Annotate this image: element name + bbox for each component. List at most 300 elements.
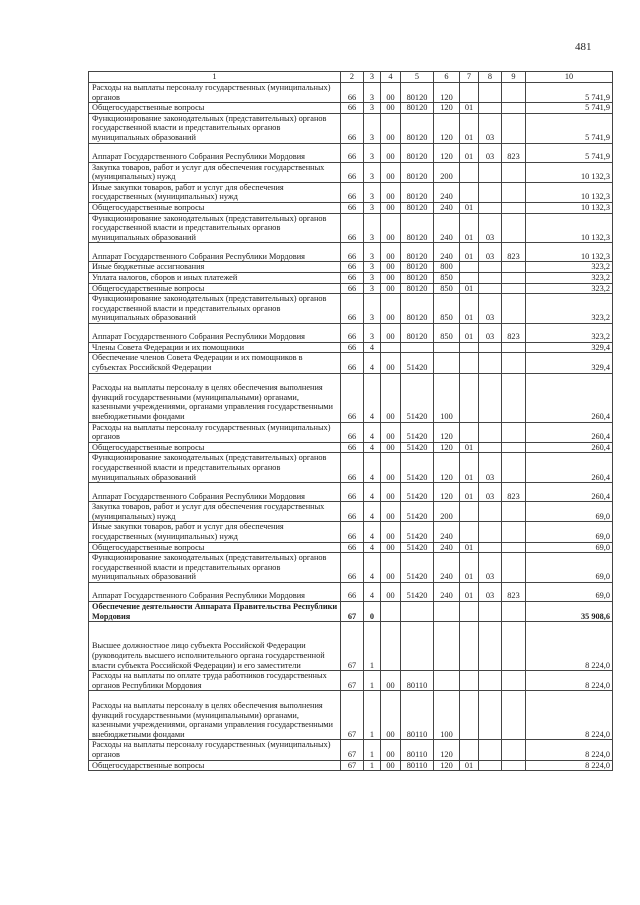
table-row	[89, 422, 613, 442]
cell-code-a: 66	[341, 422, 364, 442]
cell-item-name: Функционирование законодательных (представительных) органов государственной власти и представительных органов муниципальных образований	[89, 453, 341, 483]
cell-subsection	[479, 601, 502, 621]
cell-section	[460, 601, 479, 621]
cell-code-b: 1	[364, 691, 381, 740]
cell-expense-type: 120	[434, 740, 460, 760]
cell-code-b: 3	[364, 323, 381, 342]
cell-code-a: 66	[341, 243, 364, 262]
cell-code-b: 3	[364, 262, 381, 273]
column-header-1: 1	[89, 72, 341, 83]
cell-code-b: 4	[364, 582, 381, 601]
cell-department	[502, 83, 526, 103]
cell-code-c: 00	[381, 113, 401, 143]
cell-code-a: 66	[341, 342, 364, 353]
cell-amount: 323,2	[526, 323, 613, 342]
cell-department	[502, 601, 526, 621]
cell-amount: 323,2	[526, 262, 613, 273]
cell-code-b: 3	[364, 283, 381, 294]
table-row	[89, 202, 613, 213]
cell-code-c: 00	[381, 691, 401, 740]
cell-expense-type	[434, 353, 460, 373]
cell-amount: 69,0	[526, 522, 613, 542]
table-row	[89, 243, 613, 262]
cell-code-a: 66	[341, 113, 364, 143]
cell-expense-type: 240	[434, 542, 460, 553]
cell-section: 01	[460, 323, 479, 342]
cell-expense-type: 100	[434, 691, 460, 740]
cell-department	[502, 671, 526, 691]
table-row	[89, 601, 613, 621]
cell-subsection	[479, 272, 502, 283]
cell-department	[502, 522, 526, 542]
cell-subsection	[479, 760, 502, 771]
cell-department	[502, 113, 526, 143]
cell-department	[502, 373, 526, 422]
cell-amount: 260,4	[526, 422, 613, 442]
cell-item-name: Члены Совета Федерации и их помощники	[89, 342, 341, 353]
cell-department	[502, 272, 526, 283]
cell-expense-type: 850	[434, 283, 460, 294]
cell-code-c	[381, 601, 401, 621]
cell-amount: 329,4	[526, 342, 613, 353]
cell-code-b: 4	[364, 522, 381, 542]
cell-amount: 5 741,9	[526, 103, 613, 114]
cell-code-d: 51420	[401, 502, 434, 522]
cell-item-name: Функционирование законодательных (представительных) органов государственной власти и представительных органов муниципальных образований	[89, 113, 341, 143]
column-header-9: 9	[502, 72, 526, 83]
cell-section: 01	[460, 582, 479, 601]
table-row	[89, 353, 613, 373]
cell-code-b: 3	[364, 243, 381, 262]
cell-amount: 10 132,3	[526, 202, 613, 213]
cell-amount: 8 224,0	[526, 622, 613, 671]
cell-code-d	[401, 601, 434, 621]
cell-amount: 260,4	[526, 373, 613, 422]
cell-department	[502, 422, 526, 442]
cell-department	[502, 162, 526, 182]
cell-code-a: 67	[341, 691, 364, 740]
cell-code-d: 80110	[401, 740, 434, 760]
cell-code-b: 3	[364, 143, 381, 162]
cell-subsection	[479, 542, 502, 553]
cell-code-c: 00	[381, 323, 401, 342]
cell-code-b: 3	[364, 113, 381, 143]
cell-subsection	[479, 83, 502, 103]
cell-expense-type: 240	[434, 553, 460, 583]
cell-section: 01	[460, 113, 479, 143]
table-row	[89, 483, 613, 502]
table-row	[89, 582, 613, 601]
cell-item-name: Расходы на выплаты персоналу государственных (муниципальных) органов	[89, 422, 341, 442]
cell-code-c: 00	[381, 740, 401, 760]
cell-section: 01	[460, 103, 479, 114]
cell-code-a: 66	[341, 83, 364, 103]
cell-code-c: 00	[381, 162, 401, 182]
cell-amount: 323,2	[526, 283, 613, 294]
cell-department	[502, 202, 526, 213]
cell-expense-type: 850	[434, 323, 460, 342]
cell-section: 01	[460, 294, 479, 324]
cell-item-name: Расходы на выплаты персоналу государственных (муниципальных) органов	[89, 740, 341, 760]
cell-item-name: Расходы на выплаты персоналу государственных (муниципальных) органов	[89, 83, 341, 103]
cell-subsection: 03	[479, 553, 502, 583]
table-row	[89, 691, 613, 740]
table-row	[89, 323, 613, 342]
cell-department	[502, 294, 526, 324]
cell-code-c: 00	[381, 243, 401, 262]
cell-item-name: Обеспечение членов Совета Федерации и их помощников в субъектах Российской Федерации	[89, 353, 341, 373]
cell-code-a: 66	[341, 272, 364, 283]
table-row	[89, 182, 613, 202]
cell-expense-type: 100	[434, 373, 460, 422]
table-row	[89, 113, 613, 143]
cell-department: 823	[502, 582, 526, 601]
table-header-row	[89, 72, 613, 83]
cell-subsection	[479, 162, 502, 182]
cell-section	[460, 162, 479, 182]
cell-item-name: Обеспечение деятельности Аппарата Правительства Республики Мордовия	[89, 601, 341, 621]
cell-amount: 10 132,3	[526, 162, 613, 182]
cell-section: 01	[460, 243, 479, 262]
cell-subsection	[479, 622, 502, 671]
cell-subsection: 03	[479, 582, 502, 601]
cell-subsection	[479, 103, 502, 114]
cell-section	[460, 622, 479, 671]
cell-code-c: 00	[381, 453, 401, 483]
cell-expense-type	[434, 671, 460, 691]
cell-department	[502, 353, 526, 373]
cell-code-d: 51420	[401, 373, 434, 422]
cell-subsection: 03	[479, 113, 502, 143]
column-header-10: 10	[526, 72, 613, 83]
cell-subsection	[479, 502, 502, 522]
cell-code-c: 00	[381, 671, 401, 691]
cell-amount: 260,4	[526, 442, 613, 453]
cell-code-b: 3	[364, 202, 381, 213]
budget-table	[88, 71, 613, 771]
cell-subsection	[479, 353, 502, 373]
cell-code-b: 4	[364, 542, 381, 553]
cell-code-c: 00	[381, 582, 401, 601]
cell-code-b: 0	[364, 601, 381, 621]
cell-code-a: 66	[341, 323, 364, 342]
cell-code-d: 51420	[401, 483, 434, 502]
cell-expense-type: 120	[434, 760, 460, 771]
cell-subsection	[479, 522, 502, 542]
cell-code-b: 1	[364, 622, 381, 671]
cell-expense-type: 200	[434, 502, 460, 522]
column-header-3: 3	[364, 72, 381, 83]
cell-department	[502, 182, 526, 202]
cell-section	[460, 353, 479, 373]
cell-item-name: Уплата налогов, сборов и иных платежей	[89, 272, 341, 283]
cell-code-c	[381, 622, 401, 671]
column-header-5: 5	[401, 72, 434, 83]
cell-item-name: Закупка товаров, работ и услуг для обеспечения государственных (муниципальных) нужд	[89, 162, 341, 182]
cell-item-name: Функционирование законодательных (представительных) органов государственной власти и представительных органов муниципальных образований	[89, 213, 341, 243]
cell-code-a: 66	[341, 442, 364, 453]
cell-code-d: 80120	[401, 283, 434, 294]
cell-code-d: 80120	[401, 83, 434, 103]
cell-code-b: 3	[364, 103, 381, 114]
table-row	[89, 671, 613, 691]
cell-code-b: 1	[364, 740, 381, 760]
cell-expense-type: 240	[434, 522, 460, 542]
cell-code-d: 80120	[401, 262, 434, 273]
cell-code-b: 4	[364, 422, 381, 442]
cell-expense-type: 240	[434, 582, 460, 601]
cell-code-c: 00	[381, 542, 401, 553]
cell-department	[502, 213, 526, 243]
cell-expense-type: 240	[434, 243, 460, 262]
cell-amount: 8 224,0	[526, 671, 613, 691]
cell-section: 01	[460, 213, 479, 243]
cell-code-d: 80120	[401, 243, 434, 262]
cell-code-d: 80120	[401, 202, 434, 213]
cell-code-a: 66	[341, 582, 364, 601]
table-row	[89, 143, 613, 162]
cell-code-a: 66	[341, 202, 364, 213]
cell-amount: 69,0	[526, 582, 613, 601]
cell-amount: 5 741,9	[526, 143, 613, 162]
table-row	[89, 542, 613, 553]
cell-subsection: 03	[479, 294, 502, 324]
cell-code-b: 3	[364, 213, 381, 243]
cell-department	[502, 553, 526, 583]
cell-code-a: 66	[341, 542, 364, 553]
cell-code-d: 51420	[401, 553, 434, 583]
cell-code-c	[381, 342, 401, 353]
table-row	[89, 283, 613, 294]
cell-code-b: 4	[364, 373, 381, 422]
cell-code-d: 51420	[401, 453, 434, 483]
cell-section: 01	[460, 542, 479, 553]
cell-subsection: 03	[479, 323, 502, 342]
cell-code-b: 4	[364, 353, 381, 373]
cell-item-name: Общегосударственные вопросы	[89, 542, 341, 553]
cell-item-name: Расходы на выплаты персоналу в целях обеспечения выполнения функций государственными (муниципальными) органами, казенными учреждениями, органами управления государственными внебюджетными фондами	[89, 691, 341, 740]
cell-section	[460, 740, 479, 760]
cell-item-name: Общегосударственные вопросы	[89, 760, 341, 771]
cell-amount: 8 224,0	[526, 760, 613, 771]
cell-item-name: Иные бюджетные ассигнования	[89, 262, 341, 273]
cell-section: 01	[460, 283, 479, 294]
table-row	[89, 622, 613, 671]
cell-section	[460, 422, 479, 442]
table-row	[89, 740, 613, 760]
cell-item-name: Общегосударственные вопросы	[89, 442, 341, 453]
cell-item-name: Общегосударственные вопросы	[89, 103, 341, 114]
cell-subsection: 03	[479, 483, 502, 502]
cell-item-name: Аппарат Государственного Собрания Республики Мордовия	[89, 243, 341, 262]
cell-code-d: 51420	[401, 542, 434, 553]
cell-code-c: 00	[381, 422, 401, 442]
cell-code-a: 66	[341, 453, 364, 483]
cell-item-name: Общегосударственные вопросы	[89, 283, 341, 294]
column-header-8: 8	[479, 72, 502, 83]
table-row	[89, 442, 613, 453]
cell-expense-type: 120	[434, 143, 460, 162]
cell-subsection	[479, 671, 502, 691]
cell-code-d: 80120	[401, 182, 434, 202]
cell-code-a: 66	[341, 502, 364, 522]
cell-department	[502, 691, 526, 740]
column-header-7: 7	[460, 72, 479, 83]
cell-section	[460, 272, 479, 283]
cell-code-a: 67	[341, 740, 364, 760]
cell-expense-type: 120	[434, 103, 460, 114]
cell-section	[460, 83, 479, 103]
cell-code-d: 80120	[401, 113, 434, 143]
cell-subsection	[479, 262, 502, 273]
cell-subsection	[479, 182, 502, 202]
cell-expense-type: 240	[434, 182, 460, 202]
cell-code-a: 67	[341, 622, 364, 671]
cell-code-b: 3	[364, 162, 381, 182]
cell-code-c: 00	[381, 353, 401, 373]
cell-code-b: 3	[364, 294, 381, 324]
cell-code-a: 66	[341, 162, 364, 182]
cell-code-d: 51420	[401, 522, 434, 542]
cell-amount: 69,0	[526, 553, 613, 583]
cell-code-a: 66	[341, 182, 364, 202]
cell-code-c: 00	[381, 373, 401, 422]
cell-section	[460, 373, 479, 422]
cell-department	[502, 103, 526, 114]
cell-expense-type: 120	[434, 442, 460, 453]
cell-amount: 8 224,0	[526, 691, 613, 740]
column-header-4: 4	[381, 72, 401, 83]
cell-subsection	[479, 342, 502, 353]
table-row	[89, 294, 613, 324]
cell-subsection: 03	[479, 243, 502, 262]
column-header-6: 6	[434, 72, 460, 83]
cell-amount: 5 741,9	[526, 113, 613, 143]
table-row	[89, 522, 613, 542]
column-header-2: 2	[341, 72, 364, 83]
cell-subsection: 03	[479, 213, 502, 243]
cell-amount: 69,0	[526, 502, 613, 522]
cell-code-c: 00	[381, 442, 401, 453]
cell-expense-type: 120	[434, 422, 460, 442]
cell-amount: 69,0	[526, 542, 613, 553]
cell-code-c: 00	[381, 283, 401, 294]
cell-department	[502, 542, 526, 553]
cell-item-name: Общегосударственные вопросы	[89, 202, 341, 213]
cell-code-a: 66	[341, 553, 364, 583]
cell-subsection: 03	[479, 143, 502, 162]
cell-code-c: 00	[381, 760, 401, 771]
cell-code-c: 00	[381, 213, 401, 243]
cell-amount: 260,4	[526, 453, 613, 483]
cell-section	[460, 502, 479, 522]
cell-code-c: 00	[381, 143, 401, 162]
cell-code-d: 51420	[401, 442, 434, 453]
cell-section: 01	[460, 202, 479, 213]
cell-department	[502, 502, 526, 522]
table-row	[89, 162, 613, 182]
cell-code-d	[401, 342, 434, 353]
cell-department	[502, 740, 526, 760]
cell-section: 01	[460, 442, 479, 453]
cell-item-name: Иные закупки товаров, работ и услуг для обеспечения государственных (муниципальных) нужд	[89, 522, 341, 542]
cell-section: 01	[460, 553, 479, 583]
cell-department: 823	[502, 243, 526, 262]
table-row	[89, 342, 613, 353]
cell-section	[460, 342, 479, 353]
cell-department	[502, 622, 526, 671]
cell-expense-type: 200	[434, 162, 460, 182]
cell-code-d: 80110	[401, 760, 434, 771]
cell-code-a: 66	[341, 353, 364, 373]
cell-item-name: Аппарат Государственного Собрания Республики Мордовия	[89, 582, 341, 601]
cell-code-d: 80120	[401, 323, 434, 342]
cell-section	[460, 671, 479, 691]
cell-item-name: Функционирование законодательных (представительных) органов государственной власти и представительных органов муниципальных образований	[89, 553, 341, 583]
cell-subsection: 03	[479, 453, 502, 483]
table-row	[89, 502, 613, 522]
cell-subsection	[479, 283, 502, 294]
table-row	[89, 373, 613, 422]
cell-code-d: 80120	[401, 143, 434, 162]
table-row	[89, 213, 613, 243]
cell-department	[502, 760, 526, 771]
cell-code-c: 00	[381, 272, 401, 283]
cell-code-b: 1	[364, 671, 381, 691]
cell-subsection	[479, 422, 502, 442]
cell-expense-type: 850	[434, 294, 460, 324]
cell-code-c: 00	[381, 483, 401, 502]
cell-item-name: Аппарат Государственного Собрания Республики Мордовия	[89, 143, 341, 162]
cell-code-b: 3	[364, 272, 381, 283]
cell-section: 01	[460, 143, 479, 162]
table-row	[89, 760, 613, 771]
cell-item-name: Закупка товаров, работ и услуг для обеспечения государственных (муниципальных) нужд	[89, 502, 341, 522]
cell-code-b: 4	[364, 483, 381, 502]
cell-expense-type: 120	[434, 113, 460, 143]
cell-section: 01	[460, 483, 479, 502]
cell-amount: 323,2	[526, 272, 613, 283]
cell-code-c: 00	[381, 182, 401, 202]
cell-expense-type	[434, 601, 460, 621]
cell-expense-type: 120	[434, 83, 460, 103]
cell-expense-type: 800	[434, 262, 460, 273]
cell-department	[502, 453, 526, 483]
cell-department	[502, 262, 526, 273]
cell-code-b: 4	[364, 342, 381, 353]
cell-expense-type: 120	[434, 483, 460, 502]
cell-code-d: 80110	[401, 691, 434, 740]
cell-department	[502, 283, 526, 294]
cell-expense-type: 240	[434, 213, 460, 243]
cell-expense-type: 240	[434, 202, 460, 213]
cell-code-a: 66	[341, 483, 364, 502]
cell-code-b: 4	[364, 442, 381, 453]
cell-section	[460, 262, 479, 273]
cell-code-d: 51420	[401, 422, 434, 442]
page-number: 481	[575, 41, 592, 53]
cell-department: 823	[502, 143, 526, 162]
cell-section	[460, 182, 479, 202]
cell-item-name: Расходы на выплаты по оплате труда работников государственных органов Республики Мордовия	[89, 671, 341, 691]
cell-amount: 323,2	[526, 294, 613, 324]
cell-code-d: 80120	[401, 213, 434, 243]
cell-code-a: 66	[341, 294, 364, 324]
cell-section	[460, 522, 479, 542]
cell-code-a: 66	[341, 213, 364, 243]
cell-subsection	[479, 691, 502, 740]
cell-code-a: 66	[341, 373, 364, 422]
